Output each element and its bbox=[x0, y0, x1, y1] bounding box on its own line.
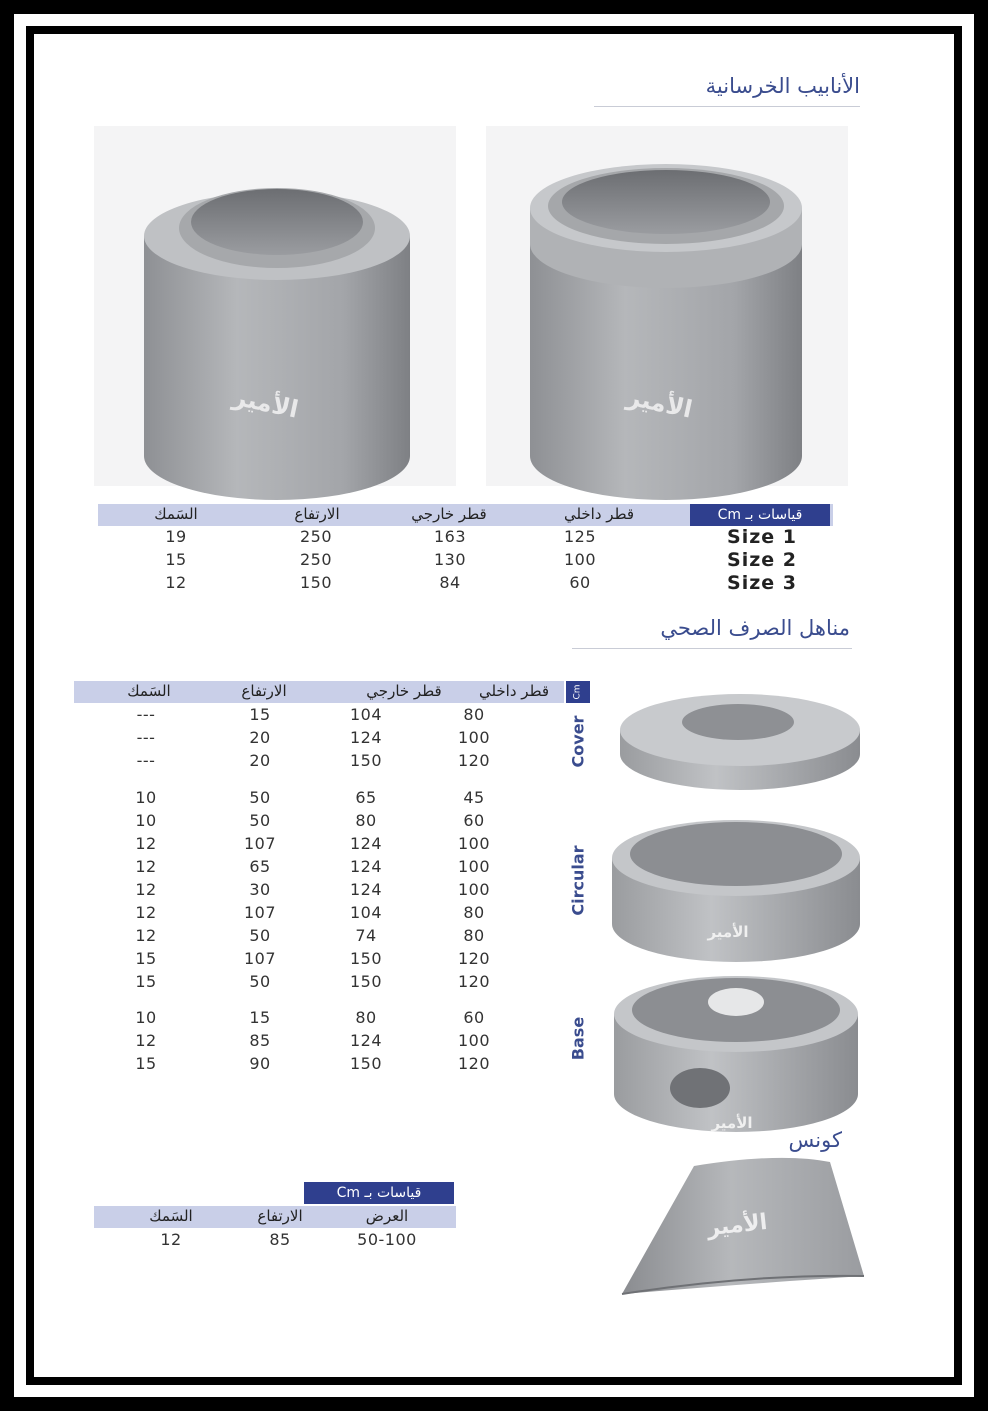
pipes-heading-rule bbox=[594, 106, 860, 107]
cell-height: 150 bbox=[299, 573, 333, 592]
cell-inner-diameter: 100 bbox=[563, 550, 597, 569]
cell-outer-diameter: 84 bbox=[439, 573, 461, 592]
cell-inner-diameter: 120 bbox=[457, 972, 491, 991]
cell-thickness: --- bbox=[136, 728, 156, 747]
cell-thickness: 12 bbox=[165, 573, 187, 592]
cell-inner-diameter: 45 bbox=[463, 788, 485, 807]
pipes-unit-label: قياسات بـ Cm bbox=[690, 504, 830, 526]
pipes-col-height: الارتفاع bbox=[294, 505, 340, 523]
cell-inner-diameter: 120 bbox=[457, 949, 491, 968]
manholes-unit-text: Cm bbox=[573, 684, 583, 700]
cell-height: 85 bbox=[249, 1031, 271, 1050]
cones-col-height: الارتفاع bbox=[257, 1207, 303, 1225]
manholes-col-thickness: السَمك bbox=[127, 682, 171, 700]
group-label-cover: Cover bbox=[568, 715, 588, 768]
cell-inner-diameter: 100 bbox=[457, 728, 491, 747]
cell-height: 15 bbox=[249, 705, 271, 724]
pipe-brand-right: الأمير bbox=[624, 382, 695, 424]
size-label: Size 1 bbox=[727, 526, 797, 548]
cell-thickness: 12 bbox=[135, 903, 157, 922]
size-label: Size 3 bbox=[727, 572, 797, 594]
cell-inner-diameter: 100 bbox=[457, 834, 491, 853]
cell-outer-diameter: 130 bbox=[433, 550, 467, 569]
cell-height: 250 bbox=[299, 550, 333, 569]
size-label: Size 2 bbox=[727, 549, 797, 571]
cell-width: 50-100 bbox=[357, 1230, 417, 1249]
cell-inner-diameter: 120 bbox=[457, 751, 491, 770]
cones-heading: كونس bbox=[788, 1128, 842, 1152]
manholes-col-inner: قطر داخلي bbox=[478, 682, 550, 700]
pipes-heading: الأنابيب الخرسانية bbox=[705, 74, 860, 98]
cell-outer-diameter: 150 bbox=[349, 1054, 383, 1073]
cell-height: 50 bbox=[249, 972, 271, 991]
cell-thickness: --- bbox=[136, 751, 156, 770]
cell-outer-diameter: 124 bbox=[349, 834, 383, 853]
cell-thickness: 12 bbox=[135, 926, 157, 945]
cell-thickness: 15 bbox=[135, 949, 157, 968]
cones-col-width: العرض bbox=[365, 1207, 409, 1225]
base-brand: الأمير bbox=[711, 1114, 753, 1132]
cell-inner-diameter: 80 bbox=[463, 705, 485, 724]
group-label-circular: Circular bbox=[568, 845, 588, 916]
cell-height: 85 bbox=[269, 1230, 291, 1249]
manhole-parts-image bbox=[600, 662, 864, 1132]
cell-height: 50 bbox=[249, 926, 271, 945]
pipe-image-plain bbox=[94, 126, 456, 486]
cell-height: 107 bbox=[243, 903, 277, 922]
cell-outer-diameter: 150 bbox=[349, 972, 383, 991]
pipes-col-outer: قطر خارجي bbox=[411, 505, 487, 523]
cell-thickness: 15 bbox=[165, 550, 187, 569]
cell-outer-diameter: 150 bbox=[349, 751, 383, 770]
cell-height: 107 bbox=[243, 949, 277, 968]
cell-inner-diameter: 120 bbox=[457, 1054, 491, 1073]
cell-height: 50 bbox=[249, 788, 271, 807]
cell-height: 30 bbox=[249, 880, 271, 899]
cell-height: 65 bbox=[249, 857, 271, 876]
cell-inner-diameter: 60 bbox=[463, 811, 485, 830]
cell-outer-diameter: 124 bbox=[349, 857, 383, 876]
cell-thickness: 10 bbox=[135, 788, 157, 807]
pipes-col-inner: قطر داخلي bbox=[563, 505, 635, 523]
manholes-col-outer: قطر خارجي bbox=[366, 682, 442, 700]
cell-thickness: 19 bbox=[165, 527, 187, 546]
cell-inner-diameter: 60 bbox=[463, 1008, 485, 1027]
cell-outer-diameter: 124 bbox=[349, 1031, 383, 1050]
cell-height: 107 bbox=[243, 834, 277, 853]
cell-thickness: 15 bbox=[135, 1054, 157, 1073]
cell-inner-diameter: 100 bbox=[457, 857, 491, 876]
manholes-heading-rule bbox=[572, 648, 852, 649]
cell-thickness: 12 bbox=[135, 880, 157, 899]
cell-outer-diameter: 104 bbox=[349, 903, 383, 922]
cell-height: 90 bbox=[249, 1054, 271, 1073]
cell-height: 250 bbox=[299, 527, 333, 546]
cones-unit-label: قياسات بـ Cm bbox=[304, 1182, 454, 1204]
cell-inner-diameter: 100 bbox=[457, 1031, 491, 1050]
pipes-col-thickness: السَمك bbox=[154, 505, 198, 523]
cell-height: 20 bbox=[249, 728, 271, 747]
cell-thickness: 12 bbox=[135, 1031, 157, 1050]
cell-outer-diameter: 104 bbox=[349, 705, 383, 724]
cell-outer-diameter: 150 bbox=[349, 949, 383, 968]
cone-brand: الأمير bbox=[706, 1209, 769, 1242]
cell-thickness: 12 bbox=[135, 857, 157, 876]
cone-image bbox=[610, 1154, 866, 1304]
cell-thickness: --- bbox=[136, 705, 156, 724]
cell-thickness: 10 bbox=[135, 811, 157, 830]
pipe-image-socket bbox=[486, 126, 848, 486]
cell-inner-diameter: 100 bbox=[457, 880, 491, 899]
cell-outer-diameter: 124 bbox=[349, 728, 383, 747]
cell-inner-diameter: 60 bbox=[569, 573, 591, 592]
cell-height: 20 bbox=[249, 751, 271, 770]
cell-inner-diameter: 80 bbox=[463, 926, 485, 945]
circular-brand: الأمير bbox=[707, 923, 749, 941]
cell-thickness: 12 bbox=[135, 834, 157, 853]
cell-outer-diameter: 124 bbox=[349, 880, 383, 899]
cell-outer-diameter: 65 bbox=[355, 788, 377, 807]
cell-inner-diameter: 125 bbox=[563, 527, 597, 546]
manholes-heading: مناهل الصرف الصحي bbox=[660, 616, 850, 640]
cell-outer-diameter: 163 bbox=[433, 527, 467, 546]
cell-outer-diameter: 74 bbox=[355, 926, 377, 945]
manholes-col-height: الارتفاع bbox=[241, 682, 287, 700]
cell-thickness: 12 bbox=[160, 1230, 182, 1249]
cones-col-thickness: السَمك bbox=[149, 1207, 193, 1225]
cell-outer-diameter: 80 bbox=[355, 1008, 377, 1027]
cell-outer-diameter: 80 bbox=[355, 811, 377, 830]
manholes-unit-label bbox=[566, 681, 590, 703]
pipe-brand-left: الأمير bbox=[230, 382, 301, 424]
catalog-page bbox=[34, 34, 954, 1377]
cell-thickness: 15 bbox=[135, 972, 157, 991]
cell-thickness: 10 bbox=[135, 1008, 157, 1027]
cell-height: 15 bbox=[249, 1008, 271, 1027]
cell-height: 50 bbox=[249, 811, 271, 830]
cell-inner-diameter: 80 bbox=[463, 903, 485, 922]
group-label-base: Base bbox=[568, 1016, 588, 1061]
